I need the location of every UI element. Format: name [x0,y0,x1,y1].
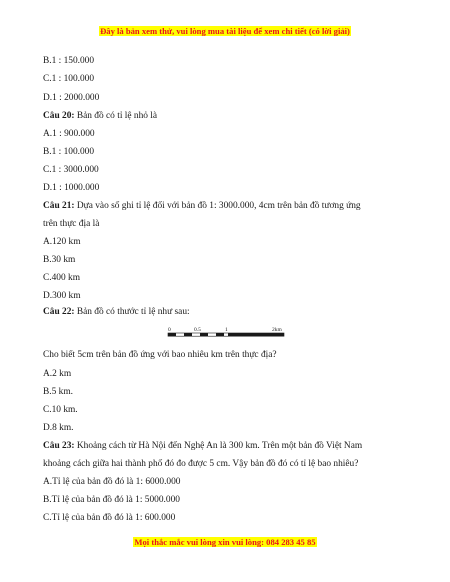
q23-text-2: khoảng cách giữa hai thành phố đó đo được 5 cm. Vậy bản đồ đó có tỉ lệ bao nhiêu? [43,459,359,469]
contact-footer-text: Mọi thắc mắc vui lòng xin vui lòng: 084 283 45 85 [134,537,316,547]
q22-text: Bản đồ có thước tỉ lệ như sau: [74,307,190,317]
scale-segment-3 [184,333,192,336]
q21-text-1: Dựa vào số ghi tỉ lệ đối với bản đồ 1: 3000.000, 4cm trên bản đồ tương ứng [74,201,361,211]
scale-segment-7 [216,333,224,336]
q23-option-c: C.Tỉ lệ của bản đồ đó là 1: 600.000 [43,513,176,523]
q20-label: Câu 20: [43,111,75,121]
q19-option-d: D.1 : 2000.000 [43,93,100,103]
q21-question [43,200,361,212]
q21-text-2: trên thực địa là [43,219,100,229]
q21-option-d: D.300 km [43,291,81,301]
q21-label: Câu 21: [43,201,75,211]
q23-option-a: A.Tỉ lệ của bản đồ đó là 1: 6000.000 [43,477,181,487]
q23-question [43,440,362,452]
q23-option-b: B.Tỉ lệ của bản đồ đó là 1: 5000.000 [43,495,180,505]
scale-segment-1 [168,333,176,336]
contact-footer [0,537,450,547]
q23-text-1: Khoảng cách từ Hà Nội đến Nghệ An là 300 km. Trên một bản đồ Việt Nam [74,441,363,451]
q20-option-b: B.1 : 100.000 [43,147,95,157]
q21-option-c: C.400 km [43,273,80,283]
q23-label: Câu 23: [43,441,75,451]
q22-option-d: D.8 km. [43,423,74,433]
scale-tick-0-5: 0.5 [194,327,201,333]
q22-option-b: B.5 km. [43,387,73,397]
q20-option-d: D.1 : 1000.000 [43,183,100,193]
q22-prompt: Cho biết 5cm trên bản đồ ứng với bao nhiêu km trên thực địa? [43,350,277,360]
q21-option-a: A.120 km [43,237,81,247]
scale-tick-2km: 2km [272,327,282,333]
q22-option-a: A.2 km [43,369,72,379]
q22-question [43,306,190,318]
q21-option-b: B.30 km [43,255,76,265]
q19-option-c: C.1 : 100.000 [43,74,95,84]
scale-tick-1: 1 [225,327,228,333]
scale-tick-0: 0 [168,327,171,333]
map-scale-bar [166,325,288,339]
q19-option-b: B.1 : 150.000 [43,56,95,66]
q22-option-c: C.10 km. [43,405,78,415]
q22-label: Câu 22: [43,307,75,317]
q20-question [43,110,157,122]
preview-notice-text: Đây là bản xem thử, vui lòng mua tài liệu để xem chi tiết (có lời giải) [100,26,350,36]
q20-option-c: C.1 : 3000.000 [43,165,99,175]
preview-notice [0,26,450,36]
scale-segment-5 [200,333,208,336]
q20-option-a: A.1 : 900.000 [43,129,95,139]
q20-text: Bản đồ có tỉ lệ nhỏ là [74,111,158,121]
scale-segment-long [228,333,284,336]
